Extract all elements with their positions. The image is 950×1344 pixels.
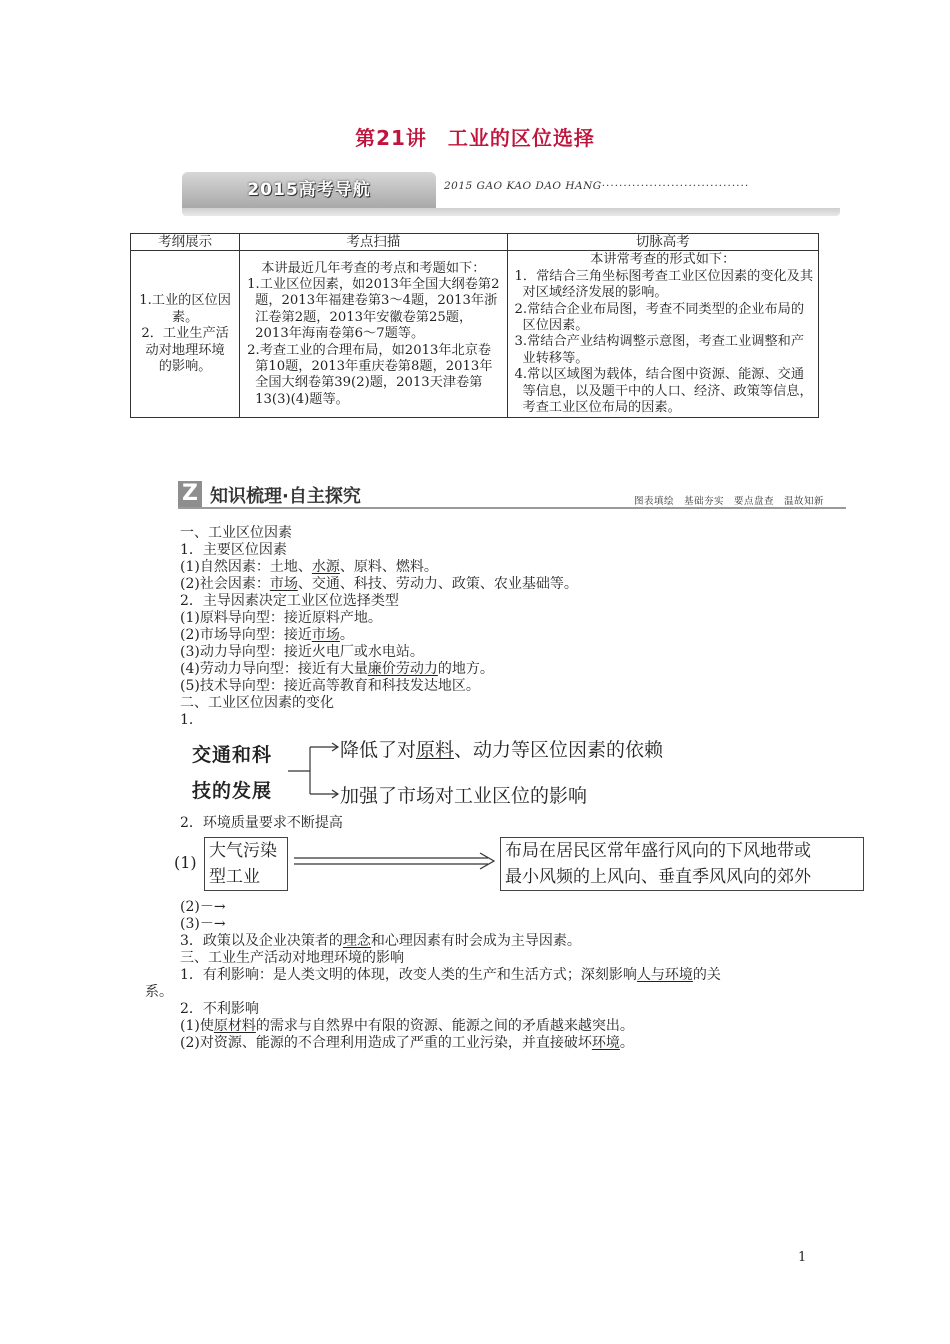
text-line: (2)市场导向型：接近市场。 — [180, 627, 354, 643]
outline-item: 1.工业的区位因素。 — [139, 293, 231, 325]
section-heading: 三、工业生产活动对地理环境的影响 — [180, 950, 404, 966]
pollution-diagram — [170, 835, 811, 895]
text-line: (1)原料导向型：接近原料产地。 — [180, 610, 382, 626]
text-line: (2)社会因素：市场、交通、科技、劳动力、政策、农业基础等。 — [180, 576, 578, 592]
text-line: (3)动力导向型：接近火电厂或水电站。 — [180, 644, 424, 660]
text-line: (2)－→ — [180, 899, 226, 915]
table-cell-forms — [507, 251, 818, 418]
exam-guide-label: 2015高考导航 — [182, 172, 436, 208]
section-letter-icon: Z — [178, 481, 202, 507]
exam-guide-banner — [182, 172, 840, 216]
diagram-right-text: 降低了对原料、动力等区位因素的依赖 — [340, 739, 664, 761]
arrow-icon — [292, 851, 498, 875]
text-line: (1)使原材料的需求与自然界中有限的资源、能源之间的矛盾越来越突出。 — [180, 1018, 634, 1034]
section-heading: 二、工业区位因素的变化 — [180, 695, 334, 711]
diagram-left-label: 技的发展 — [192, 780, 273, 802]
box-line: 最小风频的上风向、垂直季风风向的郊外 — [505, 867, 811, 887]
table-cell-outline — [131, 251, 240, 418]
subsection-heading: 1．主要区位因素 — [180, 542, 287, 558]
exam-outline-table — [130, 233, 819, 418]
box-line: 布局在居民区常年盛行风向的下风地带或 — [505, 841, 811, 861]
page-title: 第21讲 工业的区位选择 — [355, 126, 595, 150]
text-line: 1．有利影响：是人类文明的体现，改变人类的生产和生活方式；深刻影响人与环境的关 — [180, 967, 721, 983]
page-number: 1 — [798, 1250, 807, 1265]
knowledge-tags: 图表填绘 基础夯实 要点盘查 温故知新 — [633, 496, 824, 507]
box-line: 大气污染 — [209, 841, 277, 861]
item-number: 1． — [180, 712, 203, 728]
forms-item: 4.常以区域图为载体，结合图中资源、能源、交通等信息，以及题干中的人口、经济、政策等信息，考查工业区位布局的因素。 — [514, 367, 813, 416]
subsection-heading: 2．环境质量要求不断提高 — [180, 815, 343, 831]
banner-bar — [182, 208, 840, 216]
knowledge-banner — [178, 481, 846, 509]
banner-line — [178, 507, 846, 509]
text-line: (3)－→ — [180, 916, 226, 932]
table-header: 考纲展示 — [131, 234, 240, 251]
pollution-type-box — [204, 837, 288, 891]
development-diagram — [190, 734, 750, 808]
forms-item: 2.常结合企业布局图，考查不同类型的企业布局的区位因素。 — [514, 301, 805, 334]
text-line: (5)技术导向型：接近高等教育和科技发达地区。 — [180, 678, 480, 694]
text-line: 系。 — [145, 984, 173, 1000]
points-item: 1.工业区位因素，如2013年全国大纲卷第2题，2013年福建卷第3～4题，2013年浙江卷第2题，2013年安徽卷第25题，2013年海南卷第6～7题等。 — [247, 277, 500, 342]
diagram-left-label: 交通和科 — [192, 744, 273, 766]
bracket-arrow-icon — [286, 734, 346, 808]
subsection-heading: 2．不利影响 — [180, 1001, 259, 1017]
table-header: 考点扫描 — [240, 234, 507, 251]
text-line: (4)劳动力导向型：接近有大量廉价劳动力的地方。 — [180, 661, 494, 677]
points-intro: 本讲最近几年考查的考点和考题如下： — [261, 260, 486, 276]
layout-box — [500, 837, 864, 891]
knowledge-title: 知识梳理·自主探究 — [210, 486, 361, 507]
table-header: 切脉高考 — [507, 234, 818, 251]
forms-item: 1．常结合三角坐标图考查工业区位因素的变化及其对区域经济发展的影响。 — [514, 268, 814, 301]
forms-intro: 本讲常考查的形式如下： — [590, 252, 736, 268]
text-line: 3．政策以及企业决策者的理念和心理因素有时会成为主导因素。 — [180, 933, 581, 949]
diagram-label: (1) — [174, 853, 197, 872]
points-item: 2.考查工业的合理布局，如2013年北京卷第10题，2013年重庆卷第8题，2013年全国大纲卷第39(2)题，2013天津卷第13(3)(4)题等。 — [247, 342, 493, 407]
exam-guide-subtitle: 2015 GAO KAO DAO HANG·································· — [444, 180, 750, 192]
table-cell-points — [240, 251, 507, 418]
text-line: (1)自然因素：土地、水源、原料、燃料。 — [180, 559, 438, 575]
outline-item: 2．工业生产活动对地理环境的影响。 — [141, 326, 229, 375]
forms-item: 3.常结合产业结构调整示意图，考查工业调整和产业转移等。 — [514, 334, 805, 366]
box-line: 型工业 — [209, 867, 260, 887]
text-line: (2)对资源、能源的不合理利用造成了严重的工业污染，并直接破坏环境。 — [180, 1035, 634, 1051]
subsection-heading: 2．主导因素决定工业区位选择类型 — [180, 593, 399, 609]
section-heading: 一、工业区位因素 — [180, 525, 292, 541]
diagram-right-text: 加强了市场对工业区位的影响 — [340, 785, 588, 807]
